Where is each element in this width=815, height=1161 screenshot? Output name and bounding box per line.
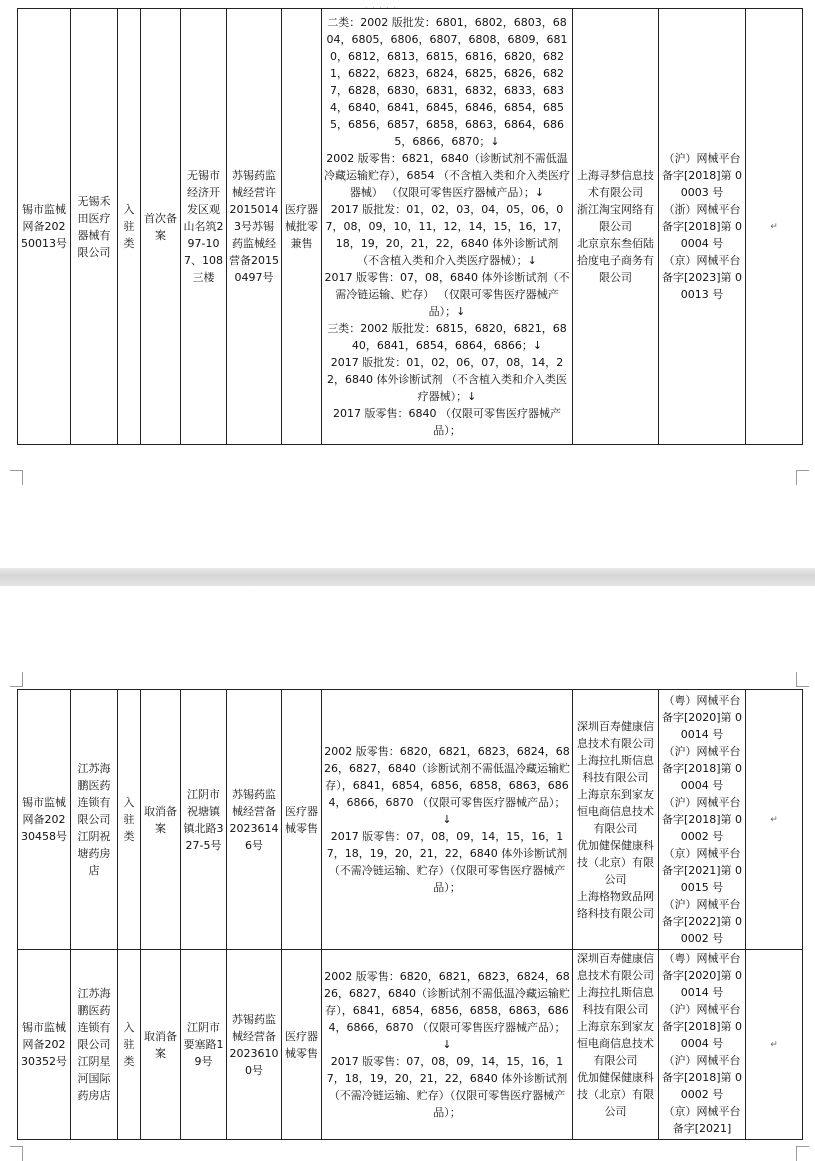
margin-corner-mark [10, 470, 23, 485]
platform-reg: （京）网械平台备字[2023]第 00013 号 [661, 254, 743, 301]
platform-name: 北京京东叁佰陆拾度电子商务有限公司 [577, 237, 654, 284]
margin-corner-mark [796, 672, 809, 687]
platform-reg: （沪）网械平台备字[2018]第 00004 号 [661, 745, 743, 792]
license-cell: 苏锡药监械经营备20236146号 [227, 690, 282, 950]
scope-line: 2017 版零售：6840 （仅限可零售医疗器械产品）； [333, 407, 561, 437]
margin-corner-mark [796, 470, 809, 485]
company-cell: 江苏海鹏医药连锁有限公司江阴祝塘药房店 [71, 690, 118, 950]
category-cell: 入驻类 [118, 950, 141, 1140]
platform-name: 上海寻梦信息技术有限公司 [577, 169, 654, 199]
platform-reg: （粤）网械平台备字[2020]第 00014 号 [661, 694, 743, 741]
platform-reg-cell [659, 950, 746, 1140]
company-cell: 无锡禾田医疗器械有限公司 [71, 9, 118, 445]
platform-name: 深圳百寿健康信息技术有限公司 [577, 719, 654, 750]
scope-line: 2002 版零售：6820，6821，6823，6824，6826，6827，6840（诊断试剂不需低温冷藏运输贮存），6841，6854，6856，6858，6863，6864，6866，6870 （仅限可零售医疗器械产品）；↓ [324, 970, 570, 1051]
platform-reg: （沪）网械平台备字[2018]第 00003 号 [661, 152, 743, 199]
margin-corner-mark [10, 672, 23, 687]
action-cell: 取消备案 [141, 950, 181, 1140]
scope-line: 2017 版零售：07，08，6840 体外诊断试剂（不需冷链运输、贮存） （仅限可零售医疗器械产品）；↓ [324, 271, 570, 318]
platform-name: 优加健保健康科技（北京）有限公司 [577, 838, 654, 886]
reg-no-cell: 锡市监械网备20230352号 [18, 950, 71, 1140]
platform-name: 上海拉扎斯信息科技有限公司 [577, 753, 654, 784]
mode-cell: 医疗器械批零兼售 [282, 9, 322, 445]
platform-name: 上海京东到家友恒电商信息技术有限公司 [577, 1020, 654, 1067]
platform-cell [573, 950, 659, 1140]
record-table-page-2 [17, 689, 803, 1140]
scope-cell [322, 9, 573, 445]
table-row [18, 9, 803, 445]
reg-no-cell: 锡市监械网备20230458号 [18, 690, 71, 950]
category-cell: 入驻类 [118, 690, 141, 950]
table-row [18, 950, 803, 1140]
platform-reg: （沪）网械平台备字[2022]第 00002 号 [661, 898, 743, 945]
company-cell: 江苏海鹏医药连锁有限公司江阴星河国际药房店 [71, 950, 118, 1140]
scope-line: 2017 版零售：07，08，09，14，15，16，17，18，19，20，21，22，6840 体外诊断试剂（不需冷链运输、贮存）（仅限可零售医疗器械产品）； [326, 830, 568, 894]
action-cell: 取消备案 [141, 690, 181, 950]
scope-line: 2002 版零售：6821，6840（诊断试剂不需低温冷藏运输贮存），6854 （不含植入类和介入类医疗器械） （仅限可零售医疗器械产品）；↓ [324, 152, 570, 199]
platform-reg: （沪）网械平台备字[2018]第 00004 号 [661, 1003, 743, 1050]
license-cell: 苏锡药监械经营备20236100号 [227, 950, 282, 1140]
platform-reg-cell [659, 9, 746, 445]
platform-name: 深圳百寿健康信息技术有限公司 [577, 952, 654, 982]
platform-reg: （沪）网械平台备字[2018]第 00002 号 [661, 1054, 743, 1101]
address-cell: 无锡市经济开发区观山名筑297-107、108 三楼 [181, 9, 227, 445]
platform-reg: （京）网械平台备字[2021]第 00015 号 [661, 847, 743, 894]
scope-cell [322, 690, 573, 950]
scope-line: 2002 版零售：6820，6821，6823，6824，6826，6827，6840（诊断试剂不需低温冷藏运输贮存），6841，6854，6856，6858，6863，6864，6866，6870 （仅限可零售医疗器械产品）；↓ [324, 745, 570, 826]
remark-cell: ↵ [746, 950, 803, 1140]
platform-reg: （沪）网械平台备字[2018]第 00002 号 [661, 796, 743, 843]
table-row [18, 690, 803, 950]
scope-line: 2017 版批发：01，02，06，07，08，14，22，6840 体外诊断试剂 （不含植入类和介入类医疗器械）；↓ [327, 356, 567, 403]
platform-reg: （京）网械平台备字[2021] [663, 1105, 741, 1135]
reg-no-cell: 锡市监械网备20250013号 [18, 9, 71, 445]
platform-reg: （浙）网械平台备字[2018]第 00004 号 [661, 203, 743, 250]
address-cell: 江阴市要塞路19号 [181, 950, 227, 1140]
platform-reg-cell [659, 690, 746, 950]
scope-line: 2017 版零售：07，08，09，14，15，16，17，18，19，20，21，22，6840 体外诊断试剂（不需冷链运输、贮存）（仅限可零售医疗器械产品）； [326, 1055, 568, 1119]
scope-line: 三类：2002 版批发：6815，6820，6821，6840，6841，6854，6864，6866；↓ [327, 322, 567, 352]
mode-cell: 医疗器械零售 [282, 950, 322, 1140]
scope-line: 2017 版批发：01，02，03，04，05，06，07，08，09，10，11，12，14，15，16，17，18，19，20，21，22，6840 体外诊断试剂 （不含植入类和介入类医疗器械）；↓ [325, 203, 569, 267]
margin-corner-mark [796, 1146, 809, 1161]
platform-name: 上海格物致品网络科技有限公司 [577, 889, 654, 920]
license-cell: 苏锡药监械经营许20150143号苏锡药监械经营备20150497号 [227, 9, 282, 445]
platform-cell [573, 9, 659, 445]
remark-cell: ↵ [746, 690, 803, 950]
platform-reg: （粤）网械平台备字[2020]第 00014 号 [661, 952, 743, 999]
record-table-page-1 [17, 8, 803, 445]
platform-name: 上海拉扎斯信息科技有限公司 [577, 986, 654, 1016]
mode-cell: 医疗器械零售 [282, 690, 322, 950]
scope-cell [322, 950, 573, 1140]
scope-line: 二类：2002 版批发：6801，6802，6803，6804，6805，6806，6807，6808，6809，6810，6812，6813，6815，6816，6820，6821，6822，6823，6824，6825，6826，6827，6828，6830，6831，6832，6833，6834，6840，6841，6845，6846，6854，6855，6856，6857，6858，6863，6864，6865，6866，6870；↓ [326, 16, 568, 148]
page-separator [0, 568, 815, 586]
platform-cell [573, 690, 659, 950]
action-cell: 首次备案 [141, 9, 181, 445]
platform-name: 上海京东到家友恒电商信息技术有限公司 [577, 787, 654, 835]
page-top-marker: · · · · · [365, 4, 397, 13]
platform-name: 浙江淘宝网络有限公司 [577, 203, 654, 233]
address-cell: 江阴市祝塘镇镇北路327-5号 [181, 690, 227, 950]
category-cell: 入驻类 [118, 9, 141, 445]
margin-corner-mark [10, 1146, 23, 1161]
remark-cell: ↵ [746, 9, 803, 445]
platform-name: 优加健保健康科技（北京）有限公司 [577, 1071, 654, 1118]
